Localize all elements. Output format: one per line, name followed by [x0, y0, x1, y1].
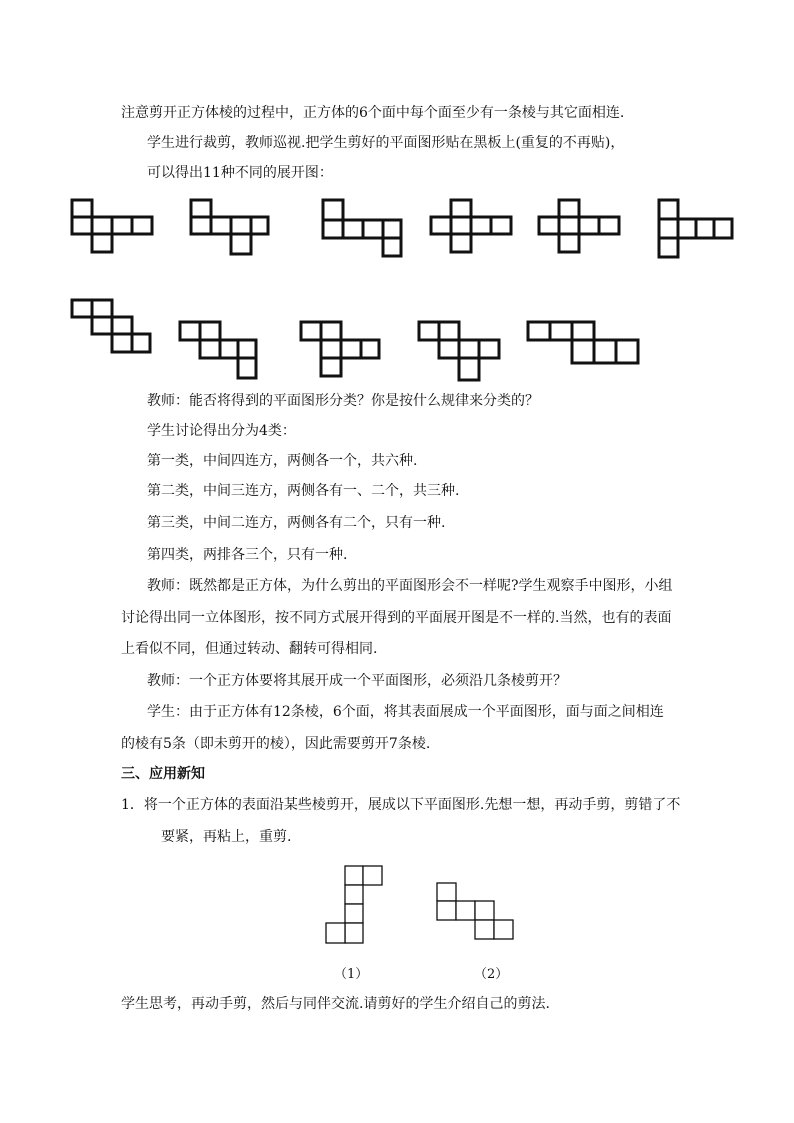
- text-line-15: 的棱有5条（即未剪开的棱），因此需要剪开7条棱.: [121, 736, 431, 752]
- text-line-3: 可以得出11种不同的展开图：: [147, 165, 333, 181]
- text-line-11: 讨论得出同一立体图形，按不同方式展开得到的平面展开图是不一样的.当然，也有的表面: [121, 610, 672, 626]
- text-line-10: 教师：既然都是正方体，为什么剪出的平面图形会不一样呢?学生观察手中图形，小组: [147, 578, 673, 594]
- text-line-2: 学生进行裁剪，教师巡视.把学生剪好的平面图形贴在黑板上(重复的不再贴)，: [147, 135, 625, 151]
- text-line-12: 上看似不同，但通过转动、翻转可得相同.: [121, 641, 378, 657]
- text-line-8: 第三类，中间二连方，两侧各有二个，只有一种.: [147, 515, 446, 531]
- figure-caption-2: （2）: [474, 967, 509, 982]
- text-line-4: 教师：能否将得到的平面图形分类？你是按什么规律来分类的？: [147, 393, 539, 409]
- figure-caption-1: （1）: [334, 967, 369, 982]
- text-line-7: 第二类，中间三连方，两侧各有一、二个，共三种.: [147, 483, 460, 499]
- text-line-18: 要紧，再粘上，重剪.: [161, 829, 292, 845]
- text-line-5: 学生讨论得出分为4类：: [147, 423, 296, 439]
- text-line-1: 注意剪开正方体棱的过程中，正方体的6个面中每个面至少有一条棱与其它面相连.: [121, 105, 625, 121]
- text-line-17: 1．将一个正方体的表面沿某些棱剪开，展成以下平面图形.先想一想，再动手剪，剪错了不: [121, 797, 681, 813]
- text-line-6: 第一类，中间四连方，两侧各一个，共六种.: [147, 453, 418, 469]
- text-line-19: 学生思考，再动手剪，然后与同伴交流.请剪好的学生介绍自己的剪法.: [121, 996, 550, 1012]
- text-line-14: 学生：由于正方体有12条棱，6个面，将其表面展成一个平面图形，面与面之间相连: [147, 704, 664, 720]
- section-heading: 三、应用新知: [121, 766, 205, 782]
- text-line-9: 第四类，两排各三个，只有一种.: [147, 547, 348, 563]
- text-line-13: 教师：一个正方体要将其展开成一个平面图形，必须沿几条棱剪开？: [147, 673, 567, 689]
